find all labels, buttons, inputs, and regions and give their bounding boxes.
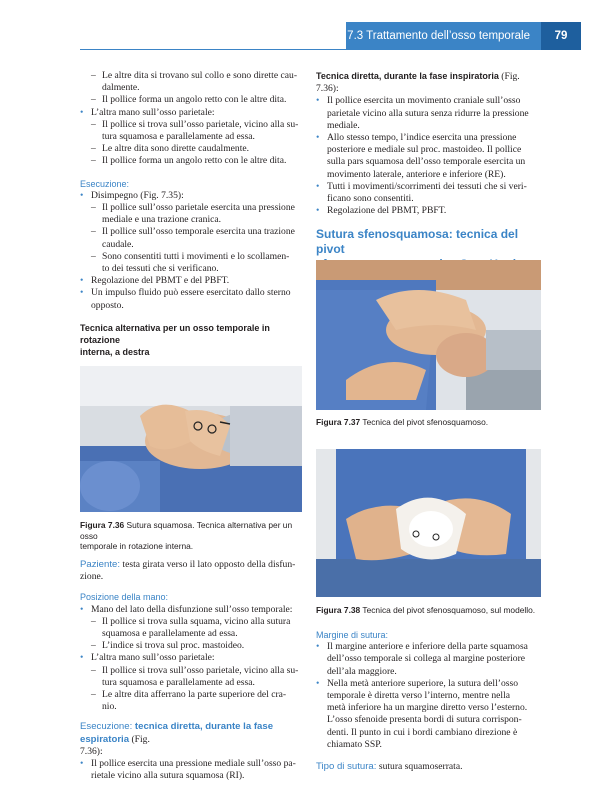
list-item: – Il pollice si trova sull’osso parietale, vicino alla su- [80,665,302,677]
figure-7-38-photo [316,449,541,597]
list-item-cont: tura squamosa e parallelamente ad essa. [102,131,255,143]
list-item-cont: to dei tessuti che si verificano. [102,263,219,275]
figure-7-36-caption: Figura 7.36 Sutura squamosa. Tecnica alternativa per un osso temporale in rotazione interna. [80,520,293,551]
list-item-cont: nio. [102,701,117,713]
list-item: – Il pollice forma un angolo retto con le altre dita. [80,155,302,167]
list-item-cont: caudale. [102,238,134,250]
alt-technique-heading: Tecnica alternativa per un osso temporale in rotazione interna, a destra [80,322,270,358]
bullet-item: • Il margine anteriore e inferiore della parte squamosa [316,641,541,653]
list-item: – Le altre dita afferrano la parte superiore del cra- [80,689,302,701]
bullet-item: • Il pollice esercita un movimento craniale sull’osso [316,95,541,107]
figure-7-36-photo [80,366,302,512]
figure-7-37-photo [316,260,541,410]
left-column-lower: Paziente: testa girata verso il lato opposto della disfun- zione. Posizione della mano: • Mano del lato della disfunzione sull’osso temporale: – Il pollice si trova sulla squama, vicino alla sutura squamosa e parallelamente ad essa. – L’indice si trova sul proc. mastoideo. • L’altra mano sull’osso parietale: – Il pollice si trova sull’osso parietale, vicino alla su- tura squamosa e parallelamente ad essa. – Le altre dita afferrano la parte superiore del cra- nio. Esecuzione: tecnica diretta, durante la fase espiratoria (Fig. 7.36): • Il pollice esercita una pressione mediale sull’osso pa- rietale vicino alla sutura squamosa (RI). [80,559,302,782]
direct-technique-heading: Tecnica diretta, durante la fase inspiratoria [316,71,499,81]
right-column: Tecnica diretta, durante la fase inspiratoria (Fig. 7.36): • Il pollice esercita un movimento craniale sull’osso parietale vicino alla sutura senza ridurre la pressione mediale. • Allo stesso tempo, l’indice esercita una pressione posteriore e mediale sul proc. mastoideo. Il pollice sulla pars squamosa dell’osso temporale esercita un movimento laterale, anteriore e inferiore (RE). • Tutti i movimenti/scorrimenti dei tessuti che si veri- ficano sono consentiti. • Regolazione del PBMT, PBFT. Sutura sfenosquamosa: tecnica del pivot [316,70,541,272]
list-item-cont: squamosa e parallelamente ad essa. [102,628,238,640]
list-item: – Il pollice si trova sulla squama, vicino alla sutura [80,616,302,628]
list-item-cont: opposto. [91,299,124,311]
bullet-item: • Un impulso fluido può essere esercitato dallo sterno [80,287,302,299]
bullet-item: • Mano del lato della disfunzione sull’osso temporale: [80,604,302,616]
list-item-cont: dalmente. [102,82,140,94]
bullet-item: • Allo stesso tempo, l’indice esercita una pressione [316,132,541,144]
execution2-label: Esecuzione: [80,721,133,733]
bullet-item: • Regolazione del PBMT e del PBFT. [80,275,302,287]
patient-label: Paziente: [80,559,121,570]
list-item: – Il pollice sull’osso parietale esercita una pressione [80,202,302,214]
list-item: – L’indice si trova sul proc. mastoideo. [80,640,302,652]
list-item: – Le altre dita si trovano sul collo e sono dirette cau- [80,70,302,82]
section-title: Sutura sfenosquamosa: tecnica del pivot [316,227,519,257]
bullet-item: • Nella metà anteriore superiore, la sutura dell’osso [316,678,541,690]
list-item: – Sono consentiti tutti i movimenti e lo scollamen- [80,251,302,263]
bullet-item: • L’altra mano sull’osso parietale: [80,652,302,664]
running-header-title: 7.3 Trattamento dell’osso temporale [347,30,530,42]
figure-7-38-caption: Figura 7.38 Tecnica del pivot sfenosquamoso, sul modello. [316,605,536,615]
photo-illustration [316,260,541,410]
suture-type-label: Tipo di sutura: [316,761,377,773]
page-number: 79 [554,30,568,42]
list-item: – Le altre dita sono dirette caudalmente. [80,143,302,155]
right-column-lower: Margine di sutura: • Il margine anteriore e inferiore della parte squamosa dell’osso temporale si collega al margine posteriore dell’ala maggiore. • Nella metà anteriore superiore, la sutura dell’osso temporale è diretta verso l’interno, mentre nella metà inferiore ha un margine diretto verso l’esterno. L’osso sfenoide presenta bordi di sutura corrispon- denti. Il punto in cui i bordi cambiano direzione è chiamato SSP. Tipo di sutura: sutura squamoserrata. [316,629,541,773]
list-item-cont: rietale vicino alla sutura squamosa (RI). [91,770,245,782]
photo-illustration [80,366,302,512]
bullet-item: • L’altra mano sull’osso parietale: [80,107,302,119]
bullet-item: • Regolazione del PBMT, PBFT. [316,205,541,217]
list-item: – Il pollice si trova sull’osso parietale, vicino alla su- [80,119,302,131]
header-rule [80,49,346,50]
bullet-item: • Tutti i movimenti/scorrimenti dei tessuti che si veri- [316,181,541,193]
photo-illustration [316,449,541,597]
suture-margin-heading: Margine di sutura: [316,630,389,640]
bullet-item: • Il pollice esercita una pressione mediale sull’osso pa- [80,758,302,770]
execution-heading: Esecuzione: [80,178,130,189]
bullet-item: • Disimpegno (Fig. 7.35): [80,190,302,202]
list-item-cont: tura squamosa e parallelamente ad essa. [102,676,255,688]
figure-7-37-caption: Figura 7.37 Tecnica del pivot sfenosquamoso. [316,417,489,427]
list-item-cont: mediale e una trazione cranica. [102,214,222,226]
left-column [80,70,302,358]
list-item: – Il pollice sull’osso temporale esercita una trazione [80,226,302,238]
list-item: – Il pollice forma un angolo retto con le altre dita. [80,94,302,106]
hand-position-heading: Posizione della mano: [80,592,169,603]
